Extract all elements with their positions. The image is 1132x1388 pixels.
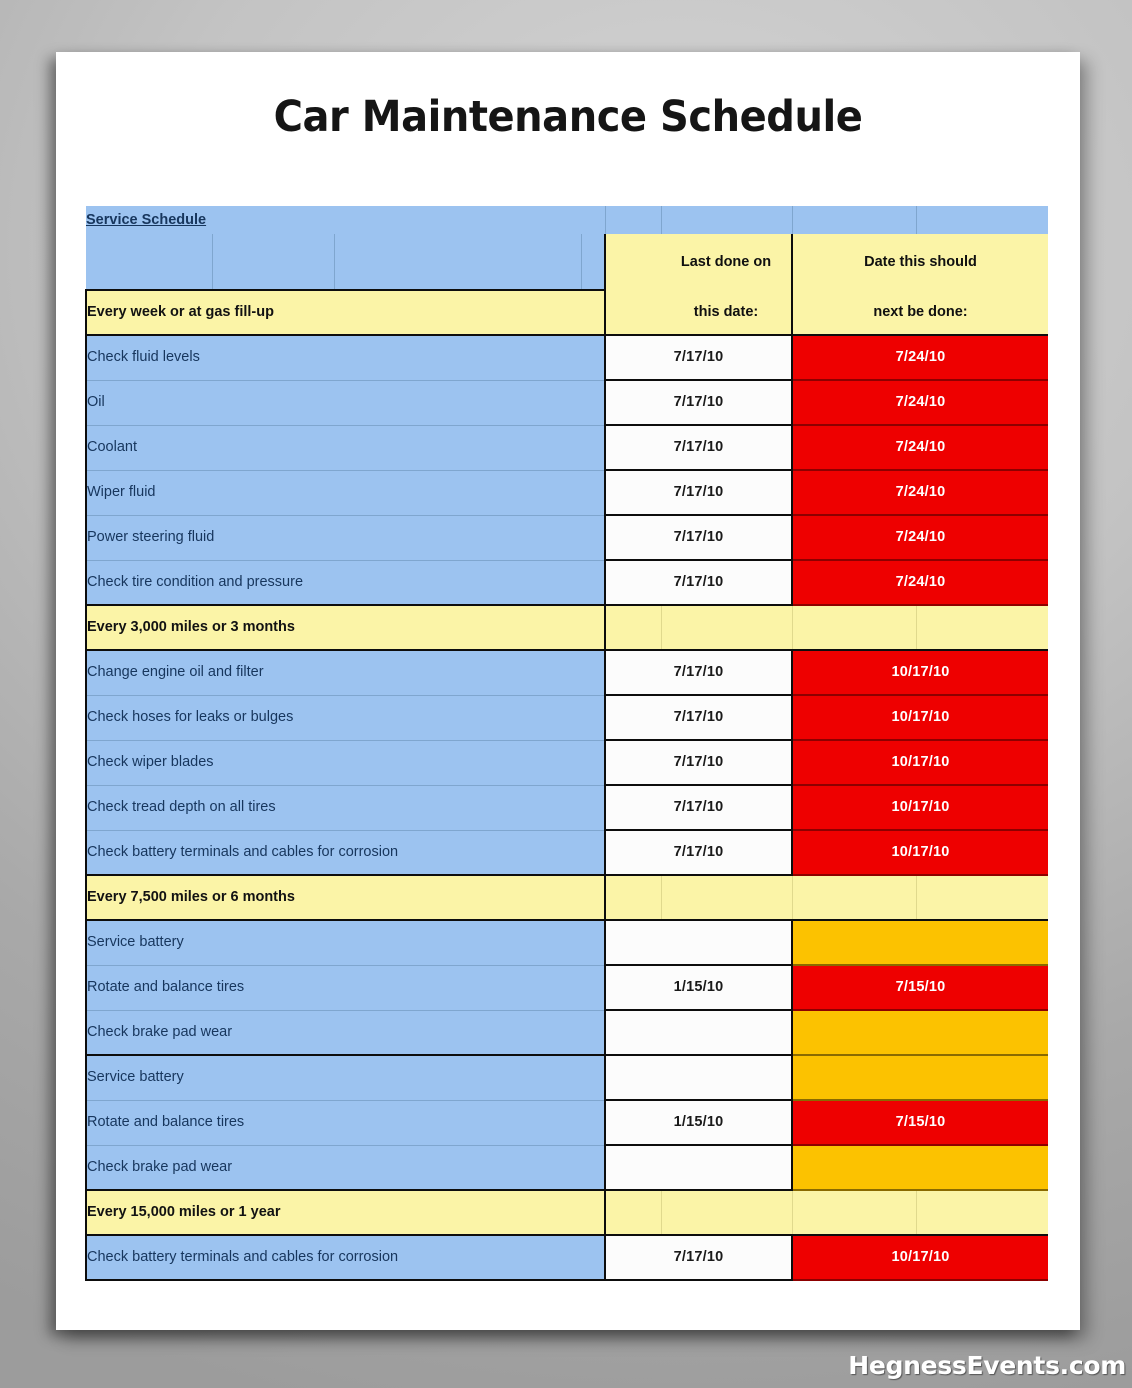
task-label: Rotate and balance tires bbox=[86, 1100, 605, 1145]
last-done-value[interactable]: 7/17/10 bbox=[605, 830, 792, 875]
next-due-value[interactable]: 10/17/10 bbox=[792, 695, 1048, 740]
last-done-value[interactable]: 7/17/10 bbox=[605, 1235, 792, 1280]
table-row[interactable] bbox=[86, 515, 1048, 560]
sheet-body bbox=[86, 206, 1048, 1280]
last-done-value[interactable]: 1/15/10 bbox=[605, 1100, 792, 1145]
document-page bbox=[56, 52, 1080, 1330]
section-heading-0: Every week or at gas fill-up bbox=[86, 290, 605, 335]
spacer-cell bbox=[792, 206, 916, 234]
table-row[interactable] bbox=[86, 695, 1048, 740]
task-label: Check brake pad wear bbox=[86, 1145, 605, 1190]
spacer-cell bbox=[605, 875, 661, 920]
task-label: Coolant bbox=[86, 425, 605, 470]
section-heading-3: Every 15,000 miles or 1 year bbox=[86, 1190, 605, 1235]
header-next-due-line2: next be done: bbox=[792, 290, 1048, 335]
table-row[interactable] bbox=[86, 1010, 1048, 1055]
task-label: Check tread depth on all tires bbox=[86, 785, 605, 830]
task-label: Service battery bbox=[86, 920, 605, 965]
table-row[interactable] bbox=[86, 830, 1048, 875]
spacer-cell bbox=[605, 290, 661, 335]
next-due-value[interactable] bbox=[792, 1010, 1048, 1055]
section-header-row bbox=[86, 290, 1048, 335]
spacer-cell bbox=[916, 1190, 1048, 1235]
spacer-cell bbox=[581, 206, 605, 234]
spacer-cell bbox=[916, 875, 1048, 920]
last-done-value[interactable] bbox=[605, 1010, 792, 1055]
spacer-cell bbox=[605, 1190, 661, 1235]
task-label: Check fluid levels bbox=[86, 335, 605, 380]
table-row[interactable] bbox=[86, 920, 1048, 965]
sheet-title-cell: Service Schedule bbox=[86, 206, 581, 234]
next-due-value[interactable]: 7/24/10 bbox=[792, 515, 1048, 560]
table-row[interactable] bbox=[86, 650, 1048, 695]
task-label: Check battery terminals and cables for corrosion bbox=[86, 830, 605, 875]
sheet-title-row bbox=[86, 206, 1048, 234]
last-done-value[interactable]: 1/15/10 bbox=[605, 965, 792, 1010]
spacer-cell bbox=[212, 234, 334, 290]
next-due-value[interactable] bbox=[792, 920, 1048, 965]
next-due-value[interactable]: 7/24/10 bbox=[792, 470, 1048, 515]
table-row[interactable] bbox=[86, 335, 1048, 380]
last-done-value[interactable]: 7/17/10 bbox=[605, 380, 792, 425]
spacer-cell bbox=[916, 206, 1048, 234]
task-label: Wiper fluid bbox=[86, 470, 605, 515]
spacer-cell bbox=[792, 1190, 916, 1235]
next-due-value[interactable]: 7/24/10 bbox=[792, 380, 1048, 425]
next-due-value[interactable]: 7/24/10 bbox=[792, 335, 1048, 380]
maintenance-schedule-table bbox=[85, 206, 1048, 1281]
last-done-value[interactable]: 7/17/10 bbox=[605, 785, 792, 830]
last-done-value[interactable] bbox=[605, 1145, 792, 1190]
last-done-value[interactable]: 7/17/10 bbox=[605, 695, 792, 740]
next-due-value[interactable]: 10/17/10 bbox=[792, 650, 1048, 695]
next-due-value[interactable]: 7/15/10 bbox=[792, 965, 1048, 1010]
next-due-value[interactable] bbox=[792, 1055, 1048, 1100]
spacer-cell bbox=[605, 206, 661, 234]
table-row[interactable] bbox=[86, 965, 1048, 1010]
table-row[interactable] bbox=[86, 785, 1048, 830]
next-due-value[interactable]: 10/17/10 bbox=[792, 785, 1048, 830]
table-row[interactable] bbox=[86, 740, 1048, 785]
task-label: Check brake pad wear bbox=[86, 1010, 605, 1055]
table-row[interactable] bbox=[86, 380, 1048, 425]
spacer-cell bbox=[661, 605, 792, 650]
table-row[interactable] bbox=[86, 560, 1048, 605]
spacer-cell bbox=[605, 605, 661, 650]
table-row[interactable] bbox=[86, 1235, 1048, 1280]
spacer-cell bbox=[581, 234, 605, 290]
spacer-cell bbox=[792, 605, 916, 650]
spacer-cell bbox=[661, 1190, 792, 1235]
header-next-due-line1: Date this should bbox=[792, 234, 1048, 290]
last-done-value[interactable]: 7/17/10 bbox=[605, 470, 792, 515]
section-header-row bbox=[86, 875, 1048, 920]
task-label: Oil bbox=[86, 380, 605, 425]
table-row[interactable] bbox=[86, 1100, 1048, 1145]
task-label: Change engine oil and filter bbox=[86, 650, 605, 695]
next-due-value[interactable]: 7/24/10 bbox=[792, 425, 1048, 470]
site-watermark: HegnessEvents.com bbox=[848, 1351, 1126, 1380]
task-label: Check wiper blades bbox=[86, 740, 605, 785]
spacer-cell bbox=[661, 875, 792, 920]
column-header-row-top bbox=[86, 234, 1048, 290]
section-header-row bbox=[86, 605, 1048, 650]
last-done-value[interactable]: 7/17/10 bbox=[605, 335, 792, 380]
last-done-value[interactable]: 7/17/10 bbox=[605, 425, 792, 470]
spacer-cell bbox=[661, 206, 792, 234]
next-due-value[interactable] bbox=[792, 1145, 1048, 1190]
task-label: Check battery terminals and cables for corrosion bbox=[86, 1235, 605, 1280]
spacer-cell bbox=[916, 605, 1048, 650]
last-done-value[interactable] bbox=[605, 1055, 792, 1100]
next-due-value[interactable]: 7/24/10 bbox=[792, 560, 1048, 605]
section-header-row bbox=[86, 1190, 1048, 1235]
next-due-value[interactable]: 10/17/10 bbox=[792, 740, 1048, 785]
last-done-value[interactable] bbox=[605, 920, 792, 965]
last-done-value[interactable]: 7/17/10 bbox=[605, 515, 792, 560]
task-label: Check hoses for leaks or bulges bbox=[86, 695, 605, 740]
task-label: Service battery bbox=[86, 1055, 605, 1100]
spacer-cell bbox=[86, 234, 212, 290]
task-label: Check tire condition and pressure bbox=[86, 560, 605, 605]
next-due-value[interactable]: 10/17/10 bbox=[792, 830, 1048, 875]
section-heading-1: Every 3,000 miles or 3 months bbox=[86, 605, 605, 650]
last-done-value[interactable]: 7/17/10 bbox=[605, 650, 792, 695]
page-title: Car Maintenance Schedule bbox=[273, 92, 863, 142]
spacer-cell bbox=[605, 234, 661, 290]
last-done-value[interactable]: 7/17/10 bbox=[605, 740, 792, 785]
header-last-done-line1: Last done on bbox=[661, 234, 792, 290]
task-label: Rotate and balance tires bbox=[86, 965, 605, 1010]
task-label: Power steering fluid bbox=[86, 515, 605, 560]
section-heading-2: Every 7,500 miles or 6 months bbox=[86, 875, 605, 920]
table-row[interactable] bbox=[86, 1055, 1048, 1100]
spacer-cell bbox=[792, 875, 916, 920]
next-due-value[interactable]: 7/15/10 bbox=[792, 1100, 1048, 1145]
header-last-done-line2: this date: bbox=[661, 290, 792, 335]
table-row[interactable] bbox=[86, 425, 1048, 470]
table-row[interactable] bbox=[86, 470, 1048, 515]
spacer-cell bbox=[334, 234, 581, 290]
next-due-value[interactable]: 10/17/10 bbox=[792, 1235, 1048, 1280]
last-done-value[interactable]: 7/17/10 bbox=[605, 560, 792, 605]
table-row[interactable] bbox=[86, 1145, 1048, 1190]
